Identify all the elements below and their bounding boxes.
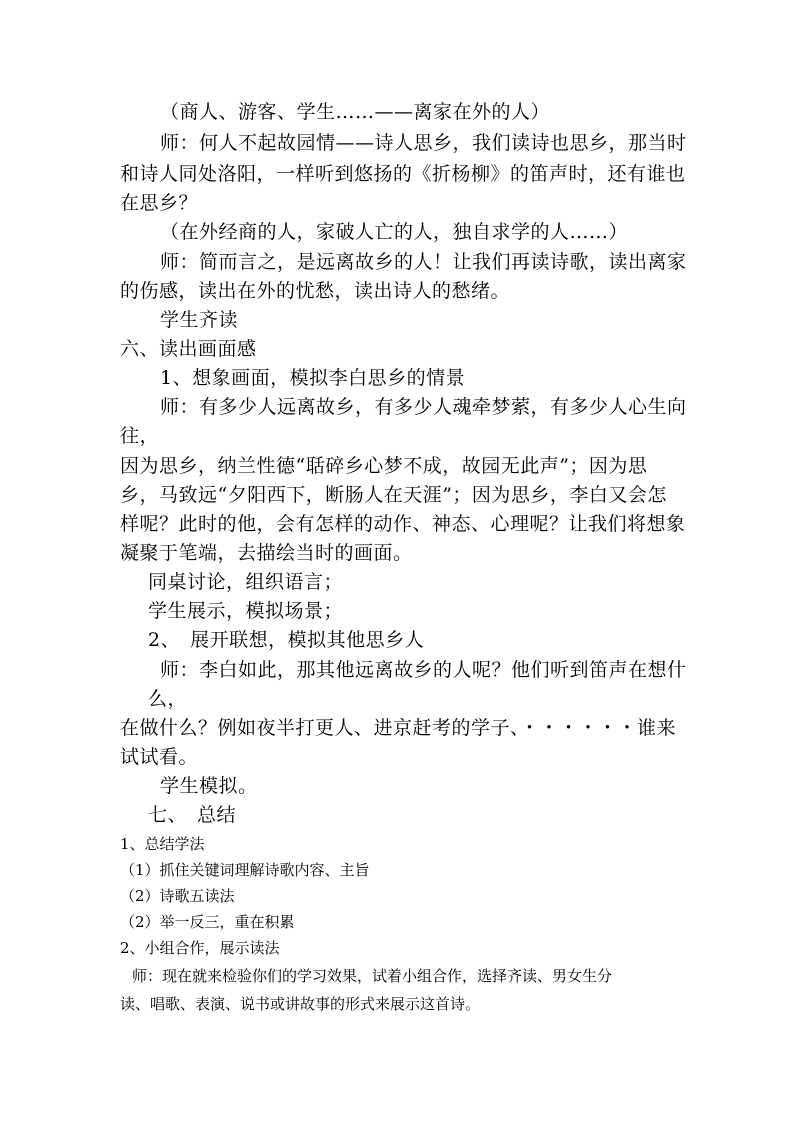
text-line: 师：有多少人远离故乡，有多少人魂牵梦萦，有多少人心生向 — [160, 396, 687, 418]
text-line: 凝聚于笔端，去描绘当时的画面。 — [120, 542, 413, 564]
subsection-heading: 2、 展开联想，模拟其他思乡人 — [148, 629, 425, 651]
text-line: 师：简而言之，是远离故乡的人！让我们再读诗歌，读出离家 — [160, 251, 687, 273]
text-line: 在做什么？例如夜半打更人、进京赶考的学子、・・・・・・谁来 — [120, 717, 677, 739]
list-item: （2）举一反三，重在积累 — [120, 913, 295, 931]
text-line: 1、总结学法 — [120, 835, 205, 853]
text-line: 往， — [120, 425, 160, 447]
text-line: 师：李白如此，那其他远离故乡的人呢？他们听到笛声在想什 — [160, 659, 687, 681]
text-line: （商人、游客、学生……——离家在外的人） — [160, 101, 551, 123]
text-line: 在思乡？ — [120, 192, 199, 214]
text-line: 同桌讨论，组织语言； — [148, 571, 344, 593]
list-item: （1）抓住关键词理解诗歌内容、主旨 — [120, 861, 370, 879]
text-line: 2、小组合作，展示读法 — [120, 939, 280, 957]
text-line: 乡，马致远“夕阳西下，断肠人在天涯”；因为思乡，李白又会怎 — [120, 484, 667, 506]
text-line: 样呢？此时的他，会有怎样的动作、神态、心理呢？让我们将想象 — [120, 513, 686, 535]
list-item: （2）诗歌五读法 — [120, 887, 235, 905]
text-line: 师：何人不起故园情——诗人思乡，我们读诗也思乡，那当时 — [160, 132, 687, 154]
text-line: 学生齐读 — [160, 309, 239, 331]
text-line: 师：现在就来检验你们的学习效果，试着小组合作，选择齐读、男女生分 — [132, 967, 613, 985]
text-line: 的伤感，读出在外的忧愁，读出诗人的愁绪。 — [120, 280, 511, 302]
text-line: 试试看。 — [120, 746, 199, 768]
text-line: 因为思乡，纳兰性德“聒碎乡心梦不成，故园无此声”；因为思 — [120, 455, 648, 477]
subsection-heading: 1、想象画面，模拟李白思乡的情景 — [160, 367, 466, 389]
text-line: 和诗人同处洛阳，一样听到悠扬的《折杨柳》的笛声时，还有谁也 — [120, 163, 686, 185]
text-line: 么， — [148, 688, 188, 710]
text-line: 读、唱歌、表演、说书或讲故事的形式来展示这首诗。 — [120, 995, 481, 1013]
section-heading: 七、 总结 — [148, 804, 237, 826]
text-line: 学生模拟。 — [160, 775, 258, 797]
section-heading: 六、读出画面感 — [120, 338, 257, 360]
text-line: 学生展示，模拟场景； — [148, 600, 344, 622]
text-line: （在外经商的人，家破人亡的人，独自求学的人……） — [160, 221, 629, 243]
